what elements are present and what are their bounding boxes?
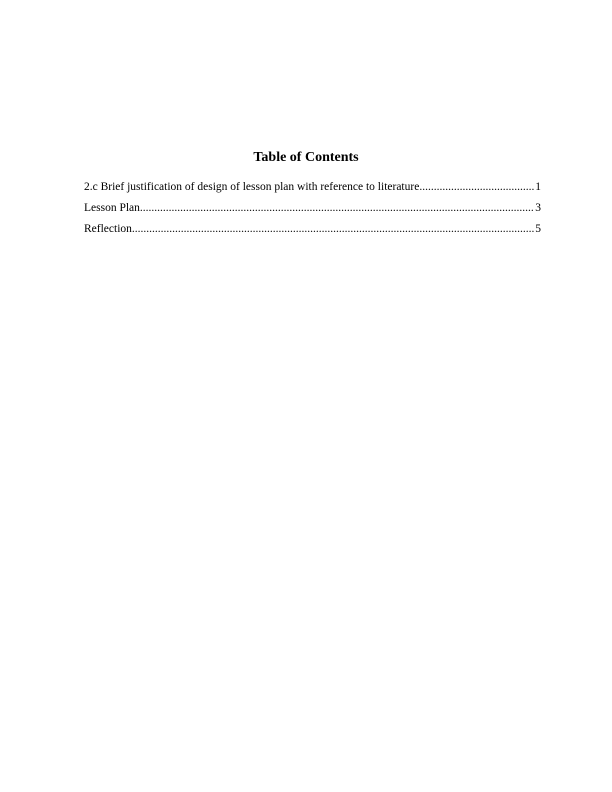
toc-entry-page-number: 1 — [535, 181, 541, 193]
toc-entry-page-number: 3 — [535, 202, 541, 214]
toc-dot-leader — [419, 180, 534, 194]
toc-entry-text: Lesson Plan — [84, 202, 140, 214]
toc-entry-text: Reflection — [84, 223, 132, 235]
toc-entry-text: 2.c Brief justification of design of lesson plan with reference to literature — [84, 181, 420, 193]
toc-entry-page-number: 5 — [535, 223, 541, 235]
toc-list — [84, 180, 541, 243]
toc-dot-leader — [140, 201, 534, 215]
toc-entry-justification[interactable] — [84, 180, 541, 201]
toc-title: Table of Contents — [253, 150, 359, 165]
toc-entry-reflection[interactable] — [84, 222, 541, 243]
toc-entry-lesson-plan[interactable] — [84, 201, 541, 222]
toc-dot-leader — [132, 222, 534, 236]
